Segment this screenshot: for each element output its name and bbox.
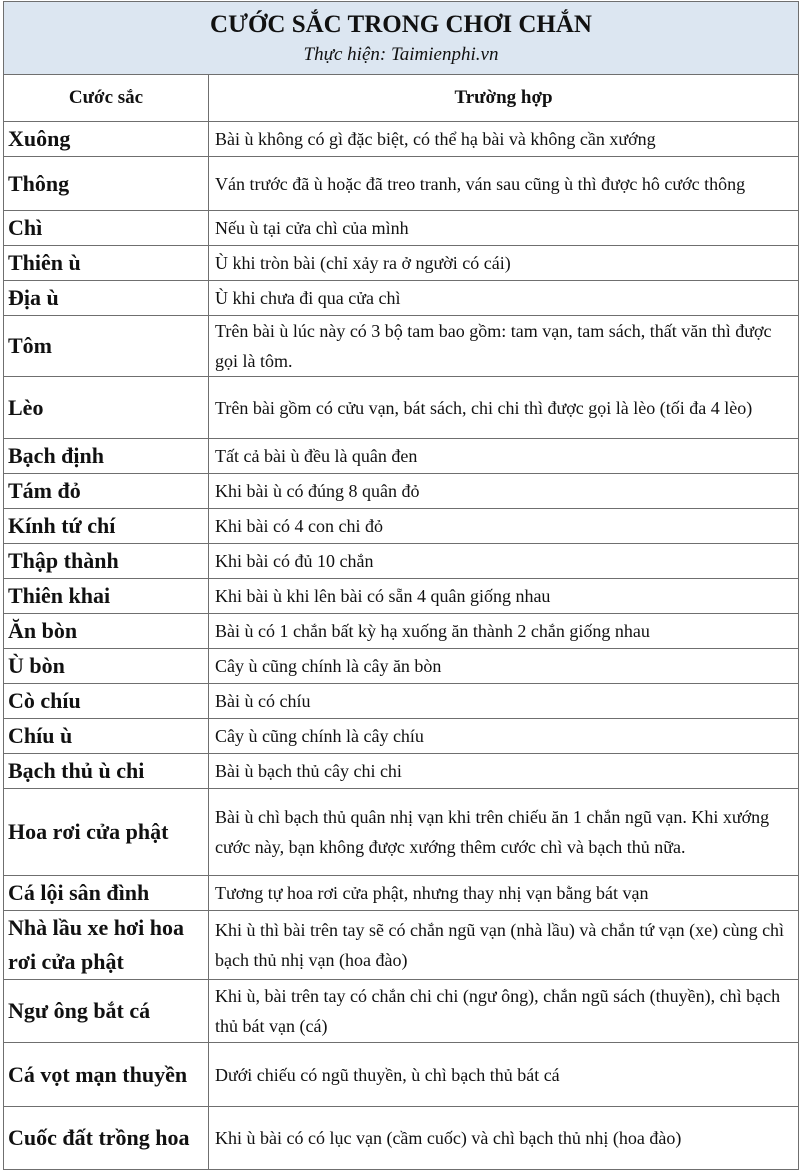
cuoc-name-cell: Chì	[4, 211, 209, 246]
cuoc-name-cell: Chíu ù	[4, 719, 209, 754]
cuoc-name-cell: Hoa rơi cửa phật	[4, 789, 209, 876]
cuoc-description-cell: Tương tự hoa rơi cửa phật, nhưng thay nhị vạn bằng bát vạn	[209, 876, 799, 911]
table-row	[4, 544, 799, 579]
table-title: CƯỚC SẮC TRONG CHƠI CHẮN	[210, 10, 592, 38]
cuoc-description-cell: Khi ù thì bài trên tay sẽ có chắn ngũ vạn (nhà lầu) và chắn tứ vạn (xe) cùng chì bạch thủ nhị vạn (hoa đào)	[209, 911, 799, 980]
table-row	[4, 281, 799, 316]
cuoc-description-cell: Bài ù bạch thủ cây chi chi	[209, 754, 799, 789]
table-row	[4, 1043, 799, 1107]
cuoc-name-cell: Tám đỏ	[4, 474, 209, 509]
cuoc-description-cell: Cây ù cũng chính là cây chíu	[209, 719, 799, 754]
cuoc-description-cell: Trên bài gồm có cửu vạn, bát sách, chi chi thì được gọi là lèo (tối đa 4 lèo)	[209, 377, 799, 439]
table-subtitle: Thực hiện: Taimienphi.vn	[303, 43, 499, 65]
cuoc-name-cell: Ngư ông bắt cá	[4, 980, 209, 1043]
cuoc-description-cell: Bài ù chì bạch thủ quân nhị vạn khi trên chiếu ăn 1 chắn ngũ vạn. Khi xướng cước này, bạn không được xướng thêm cước chì và bạch thủ nữa.	[209, 789, 799, 876]
cuoc-description-cell: Cây ù cũng chính là cây ăn bòn	[209, 649, 799, 684]
cuoc-description-cell: Ván trước đã ù hoặc đã treo tranh, ván sau cũng ù thì được hô cước thông	[209, 157, 799, 211]
cuoc-name-cell: Thiên khai	[4, 579, 209, 614]
table-row	[4, 649, 799, 684]
cuoc-description-cell: Khi ù, bài trên tay có chắn chi chi (ngư ông), chắn ngũ sách (thuyền), chì bạch thủ bát vạn (cá)	[209, 980, 799, 1043]
column-header-cuoc-sac: Cước sắc	[4, 75, 209, 122]
table-row	[4, 122, 799, 157]
table-body	[4, 122, 799, 1170]
cuoc-name-cell: Thông	[4, 157, 209, 211]
table-row	[4, 157, 799, 211]
table-row	[4, 211, 799, 246]
table-row	[4, 439, 799, 474]
cuoc-description-cell: Khi bài có 4 con chi đỏ	[209, 509, 799, 544]
table-row	[4, 316, 799, 377]
table-row	[4, 246, 799, 281]
cuoc-description-cell: Ù khi chưa đi qua cửa chì	[209, 281, 799, 316]
cuoc-description-cell: Dưới chiếu có ngũ thuyền, ù chì bạch thủ bát cá	[209, 1043, 799, 1107]
cuoc-description-cell: Khi ù bài có có lục vạn (cầm cuốc) và chì bạch thủ nhị (hoa đào)	[209, 1107, 799, 1170]
cuoc-description-cell: Khi bài ù có đúng 8 quân đỏ	[209, 474, 799, 509]
table-row	[4, 579, 799, 614]
rules-table	[3, 1, 799, 1170]
cuoc-description-cell: Khi bài có đủ 10 chắn	[209, 544, 799, 579]
table-row	[4, 614, 799, 649]
cuoc-description-cell: Ù khi tròn bài (chỉ xảy ra ở người có cái)	[209, 246, 799, 281]
cuoc-name-cell: Thiên ù	[4, 246, 209, 281]
cuoc-name-cell: Ù bòn	[4, 649, 209, 684]
cuoc-name-cell: Nhà lầu xe hơi hoa rơi cửa phật	[4, 911, 209, 980]
cuoc-name-cell: Bạch thủ ù chi	[4, 754, 209, 789]
cuoc-name-cell: Địa ù	[4, 281, 209, 316]
cuoc-name-cell: Thập thành	[4, 544, 209, 579]
table-row	[4, 1107, 799, 1170]
cuoc-description-cell: Bài ù có 1 chắn bất kỳ hạ xuống ăn thành 2 chắn giống nhau	[209, 614, 799, 649]
cuoc-name-cell: Bạch định	[4, 439, 209, 474]
table-row	[4, 911, 799, 980]
table-row	[4, 876, 799, 911]
table-row	[4, 719, 799, 754]
column-header-truong-hop: Trường hợp	[209, 75, 799, 122]
table-row	[4, 980, 799, 1043]
table-row	[4, 377, 799, 439]
table-row	[4, 789, 799, 876]
cuoc-name-cell: Cò chíu	[4, 684, 209, 719]
cuoc-description-cell: Bài ù không có gì đặc biệt, có thể hạ bài và không cần xướng	[209, 122, 799, 157]
cuoc-name-cell: Cuốc đất trồng hoa	[4, 1107, 209, 1170]
table-row	[4, 509, 799, 544]
cuoc-description-cell: Tất cả bài ù đều là quân đen	[209, 439, 799, 474]
cuoc-description-cell: Khi bài ù khi lên bài có sẵn 4 quân giống nhau	[209, 579, 799, 614]
table-row	[4, 474, 799, 509]
cuoc-name-cell: Ăn bòn	[4, 614, 209, 649]
cuoc-name-cell: Xuông	[4, 122, 209, 157]
header-row	[4, 75, 799, 122]
cuoc-name-cell: Lèo	[4, 377, 209, 439]
title-row	[4, 2, 799, 75]
table-row	[4, 754, 799, 789]
cuoc-description-cell: Trên bài ù lúc này có 3 bộ tam bao gồm: tam vạn, tam sách, thất văn thì được gọi là tôm.	[209, 316, 799, 377]
cuoc-description-cell: Nếu ù tại cửa chì của mình	[209, 211, 799, 246]
cuoc-description-cell: Bài ù có chíu	[209, 684, 799, 719]
cuoc-name-cell: Cá lội sân đình	[4, 876, 209, 911]
title-cell	[4, 2, 799, 75]
cuoc-name-cell: Kính tứ chí	[4, 509, 209, 544]
table-row	[4, 684, 799, 719]
cuoc-name-cell: Tôm	[4, 316, 209, 377]
cuoc-name-cell: Cá vọt mạn thuyền	[4, 1043, 209, 1107]
